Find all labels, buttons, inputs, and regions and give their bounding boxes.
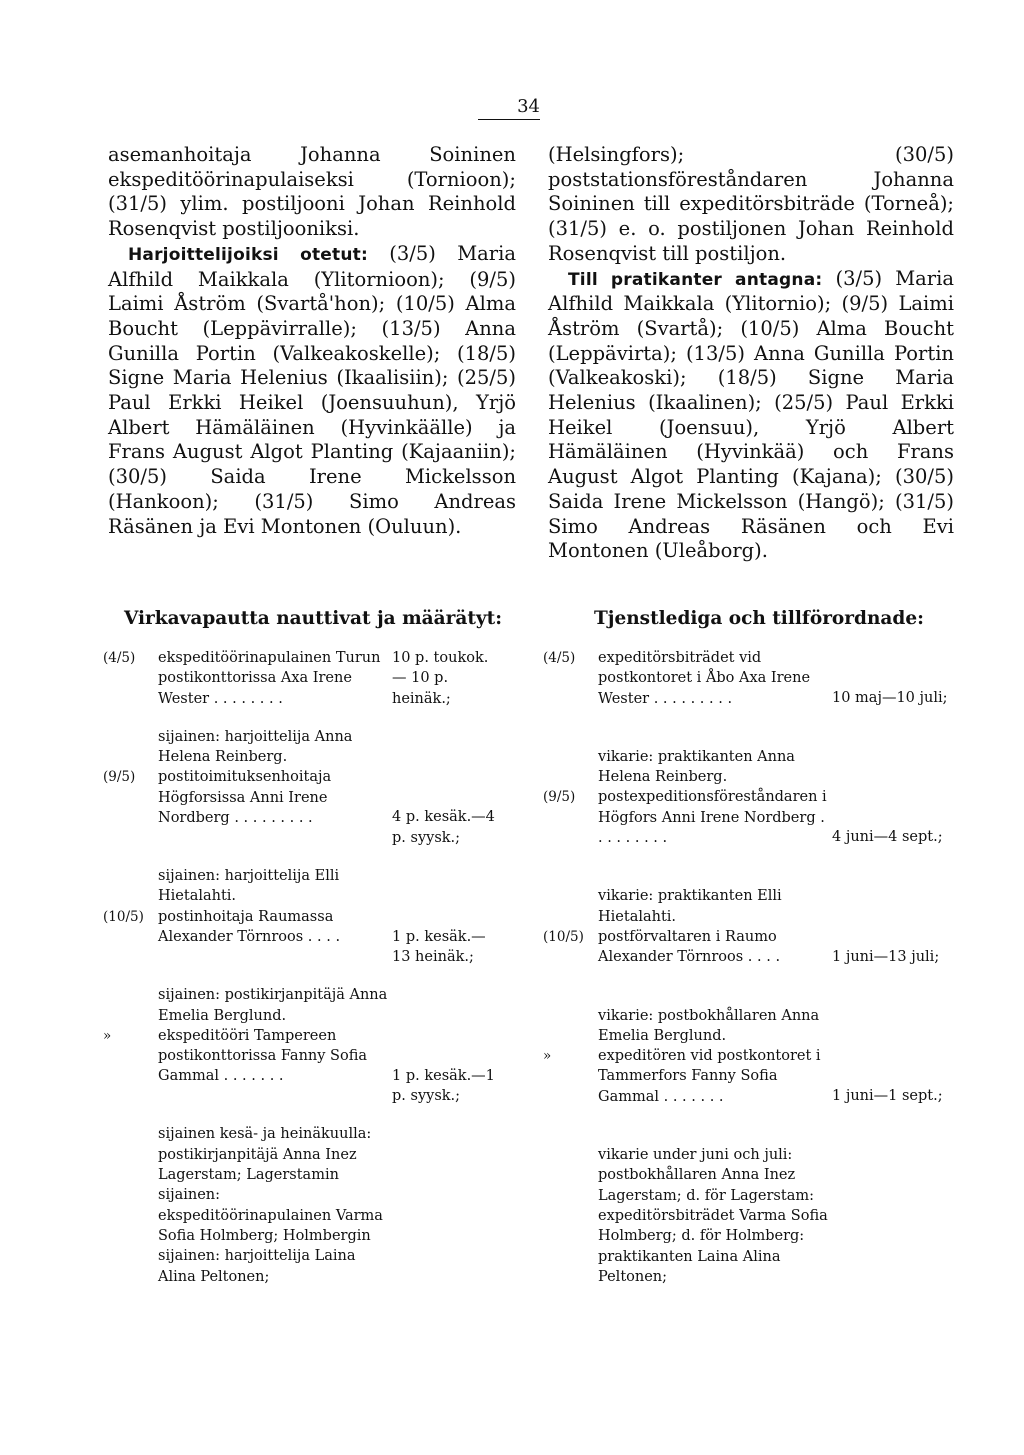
right-section-title: Tjenstlediga och tillförordnade: [594,608,924,629]
entry-text: postitoimituksenhoitaja Högforsissa Anni Irene Nordberg . . . . . . . . . [158,769,332,827]
entry-text: postinhoitaja Raumassa Alexander Törnroos . . . . [158,908,341,945]
entry-date: (4/5) [103,650,136,666]
right-heading-trainees: Till pratikanter antagna: [568,269,823,290]
right-paragraph-2 [548,267,954,564]
leave-entry [543,787,963,848]
entry-text: postexpeditionsföreståndaren i Högfors Anni Irene Nordberg . . . . . . . . . [598,789,827,847]
entry-text: ekspeditöörinapulainen Turun postikonttorissa Axa Irene Wester . . . . . . . . [158,650,381,707]
entry-substitute: sijainen: harjoittelija Elli Hietalahti. [158,868,340,905]
entry-substitute: vikarie under juni och juli: postbokhållaren Anna Inez Lagerstam; d. för Lagerstam: expeditörsbiträdet Varma Sofia Holmberg; d. för Holmberg: praktikanten Laina Alina Peltonen; [598,1147,828,1285]
entry-period: 1 p. kesäk.—13 heinäk.; [392,928,486,965]
entry-substitute: sijainen: postikirjanpitäjä Anna Emelia Berglund. [158,987,388,1024]
entry-date: (9/5) [103,769,136,786]
entry-date: » [103,1027,112,1044]
leave-entry [103,1026,498,1107]
entry-text: ekspeditööri Tampereen postikonttorissa Fanny Sofia Gammal . . . . . . . [158,1027,368,1085]
entry-period: 1 p. kesäk.—1 p. syysk.; [392,1067,495,1105]
entry-period: 10 p. toukok.— 10 p. heinäk.; [392,650,489,707]
leave-entry [543,1046,963,1107]
leave-entry [103,767,498,848]
right-paragraph-1: (Helsingfors); (30/5) poststationsföreståndaren Johanna Soininen till expeditörsbiträde (Torneå); (31/5) e. o. postiljonen Johan Reinhold Rosenqvist till postiljon. [548,143,954,265]
leave-entry [103,648,498,709]
entry-text: expeditörsbiträdet vid postkontoret i Åbo Axa Irene Wester . . . . . . . . . [598,650,811,707]
page-number: 34 [478,96,540,120]
left-trainee-list: (3/5) Maria Alfhild Maikkala (Ylitornioon); (9/5) Laimi Åström (Svartå'hon); (10/5) Alma Boucht (Leppävirralle); (13/5) Anna Gunilla Portin (Valkeakoskelle); (18/5) Signe Maria Helenius (Ikaalisiin); (25/5) Paul Erkki Heikel (Joensuuhun), Yrjö Albert Hämäläinen (Hyvinkäälle) ja Frans August Algot Planting (Kajaaniin); (30/5) Saida Irene Mickelsson (Hankoon); (31/5) Simo Andreas Räsänen ja Evi Montonen (Ouluun). [108,241,516,538]
left-paragraph-2 [108,242,516,539]
entry-date: » [543,1048,552,1065]
entry-date: (10/5) [543,928,584,945]
entry-date: (4/5) [543,650,576,666]
entry-substitute: sijainen: harjoittelija Anna Helena Reinberg. [158,728,353,766]
entry-period: 4 p. kesäk.—4 p. syysk.; [392,809,495,846]
left-paragraph-1: asemanhoitaja Johanna Soininen ekspeditöörinapulaiseksi (Tornioon); (31/5) ylim. postiljooni Johan Reinhold Rosenqvist postiljooniksi. [108,143,516,241]
entry-period: 10 maj—10 juli; [832,690,948,706]
entry-substitute: vikarie: praktikanten Elli Hietalahti. [598,888,782,925]
right-column [548,143,954,564]
leave-entry [543,648,963,709]
entry-period: 4 juni—4 sept.; [832,829,943,846]
entry-period: 1 juni—13 juli; [832,948,940,965]
entry-substitute: sijainen kesä- ja heinäkuulla: postikirjanpitäjä Anna Inez Lagerstam; Lagerstamin sijainen: ekspeditöörinapulainen Varma Sofia Holmberg; Holmbergin sijainen: harjoittelija Laina Alina Peltonen; [158,1126,383,1285]
entry-text: postförvaltaren i Raumo Alexander Törnroos . . . . [598,928,781,966]
leave-entry [543,927,963,968]
entry-date: (10/5) [103,908,144,925]
entry-substitute: vikarie: postbokhållaren Anna Emelia Berglund. [598,1007,820,1044]
leave-entry [103,907,498,968]
entry-date: (9/5) [543,789,576,806]
right-trainee-list: (3/5) Maria Alfhild Maikkala (Ylitornio); (9/5) Laimi Åström (Svartå); (10/5) Alma Boucht (Leppävirta); (13/5) Anna Gunilla Portin (Valkeakoski); (18/5) Signe Maria Helenius (Ikaalinen); (25/5) Paul Erkki Heikel (Joensuu), Yrjö Albert Hämäläinen (Hyvinkää) och Frans August Algot Planting (Kajana); (30/5) Saida Irene Mickelsson (Hangö); (31/5) Simo Andreas Räsänen och Evi Montonen (Uleåborg). [548,266,954,563]
right-leave-list [543,648,963,1287]
left-column [108,143,516,539]
entry-substitute: vikarie: praktikanten Anna Helena Reinberg. [598,748,795,786]
entry-text: expeditören vid postkontoret i Tammerfors Fanny Sofia Gammal . . . . . . . [598,1048,821,1105]
left-heading-trainees: Harjoittelijoiksi otetut: [128,244,368,265]
entry-period: 1 juni—1 sept.; [832,1088,943,1105]
left-section-title: Virkavapautta nauttivat ja määrätyt: [124,608,503,629]
left-leave-list [103,648,498,1287]
